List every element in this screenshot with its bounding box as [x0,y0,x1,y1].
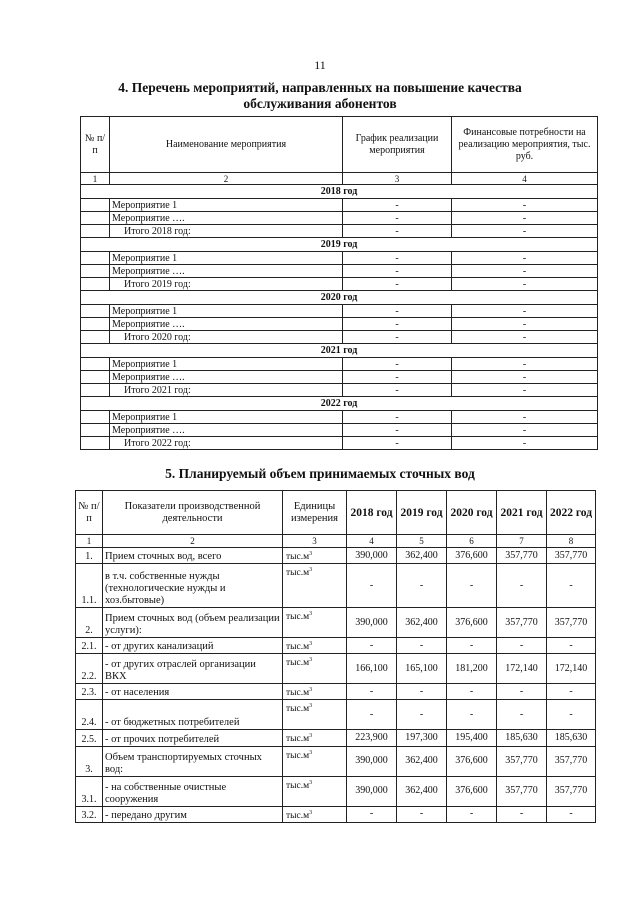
measure-name: Мероприятие …. [110,318,343,331]
year-value: - [447,638,497,654]
year-value: 185,630 [547,730,596,746]
finance-value: - [452,331,598,344]
year-value: 362,400 [397,746,447,776]
unit-base: тыс.м [286,810,310,821]
measure-name: Мероприятие …. [110,265,343,278]
unit-base: тыс.м [286,780,310,791]
finance-value: - [452,265,598,278]
column-number: 6 [447,535,497,548]
indicator-name: Объем транспортируемых сточных вод: [103,746,283,776]
column-number: 8 [547,535,596,548]
indicator-row [76,608,596,638]
row-number: 2.5. [76,730,103,746]
unit-base: тыс.м [286,658,310,669]
finance-value: - [452,212,598,225]
unit-superscript: 3 [309,567,313,574]
finance-value: - [452,437,598,450]
column-number: 1 [76,535,103,548]
year-value: 362,400 [397,608,447,638]
header-schedule: График реализации мероприятия [343,117,452,173]
year-value: - [347,700,397,730]
year-value: 197,300 [397,730,447,746]
measure-name: Мероприятие 1 [110,252,343,265]
row-no-cell [81,424,110,437]
row-number: 2.4. [76,700,103,730]
measure-row [81,252,598,265]
indicator-row [76,730,596,746]
row-no-cell [81,411,110,424]
year-value: 376,600 [447,548,497,564]
row-number: 3.2. [76,806,103,822]
measure-row [81,411,598,424]
header-no: № п/п [81,117,110,173]
row-number: 1. [76,548,103,564]
year-row [81,185,598,199]
measure-row [81,358,598,371]
measure-name: Мероприятие …. [110,424,343,437]
year-value: - [447,700,497,730]
column-numbers-row [81,173,598,185]
section4-title-line1: 4. Перечень мероприятий, направленных на повышение качества [118,80,522,95]
unit-superscript: 3 [309,779,313,786]
unit-base: тыс.м [286,642,310,653]
year-value: 181,200 [447,654,497,684]
row-number: 2. [76,608,103,638]
column-number: 5 [397,535,447,548]
measures-table [80,116,598,450]
year-value: - [547,564,596,608]
header-finance: Финансовые потребности на реализацию мероприятия, тыс. руб. [452,117,598,173]
row-no-cell [81,265,110,278]
unit-superscript: 3 [309,749,313,756]
year-row [81,344,598,358]
year-row [81,238,598,252]
row-no-cell [81,199,110,212]
total-row [81,437,598,450]
year-value: 357,770 [547,548,596,564]
year-value: - [497,564,547,608]
year-value: 185,630 [497,730,547,746]
measure-name: Мероприятие …. [110,371,343,384]
row-no-cell [81,437,110,450]
row-no-cell [81,212,110,225]
year-value: - [547,638,596,654]
finance-value: - [452,384,598,397]
measure-row [81,318,598,331]
schedule-value: - [343,265,452,278]
schedule-value: - [343,384,452,397]
measure-row [81,305,598,318]
year-value: 166,100 [347,654,397,684]
row-number: 3.1. [76,776,103,806]
year-value: 390,000 [347,776,397,806]
schedule-value: - [343,199,452,212]
row-no-cell [81,252,110,265]
total-row [81,225,598,238]
unit-base: тыс.м [286,688,310,699]
header-year-2020: 2020 год [447,491,497,535]
total-row [81,384,598,397]
year-value: - [397,700,447,730]
indicator-row [76,746,596,776]
measure-row [81,371,598,384]
measure-row [81,199,598,212]
total-label: Итого 2019 год: [110,278,343,291]
indicator-row [76,806,596,822]
row-no-cell [81,331,110,344]
year-value: - [547,806,596,822]
header-indicator: Показатели производственной деятельности [103,491,283,535]
indicator-row [76,564,596,608]
year-value: 376,600 [447,608,497,638]
unit-base: тыс.м [286,552,310,563]
unit-cell [283,700,347,730]
row-number: 2.2. [76,654,103,684]
indicator-row [76,776,596,806]
year-value: 376,600 [447,746,497,776]
measure-name: Мероприятие …. [110,212,343,225]
unit-superscript: 3 [309,703,313,710]
unit-cell [283,730,347,746]
schedule-value: - [343,212,452,225]
indicator-name: - от других канализаций [103,638,283,654]
finance-value: - [452,278,598,291]
year-value: 390,000 [347,548,397,564]
wastewater-table [75,490,596,823]
total-label: Итого 2020 год: [110,331,343,344]
schedule-value: - [343,411,452,424]
year-value: 362,400 [397,548,447,564]
column-number: 7 [497,535,547,548]
header-units: Единицы измерения [283,491,347,535]
schedule-value: - [343,252,452,265]
column-number: 3 [283,535,347,548]
indicator-row [76,654,596,684]
finance-value: - [452,199,598,212]
column-number: 4 [347,535,397,548]
measure-row [81,424,598,437]
finance-value: - [452,305,598,318]
unit-base: тыс.м [286,704,310,715]
header-no: № п/п [76,491,103,535]
year-value: - [497,806,547,822]
year-value: - [547,700,596,730]
year-value: 376,600 [447,776,497,806]
page-number: 11 [314,58,326,72]
unit-cell [283,638,347,654]
header-measure-name: Наименование мероприятия [110,117,343,173]
measure-row [81,212,598,225]
indicator-name: Прием сточных вод (объем реализации услуги): [103,608,283,638]
year-value: - [347,806,397,822]
header-year-2019: 2019 год [397,491,447,535]
year-value: - [347,638,397,654]
year-row [81,397,598,411]
indicator-name: - от населения [103,684,283,700]
indicator-name: в т.ч. собственные нужды (технологические нужды и хоз.бытовые) [103,564,283,608]
year-value: 390,000 [347,608,397,638]
row-no-cell [81,371,110,384]
year-row [81,291,598,305]
row-no-cell [81,384,110,397]
row-number: 1.1. [76,564,103,608]
year-value: 172,140 [497,654,547,684]
year-value: - [497,700,547,730]
row-no-cell [81,305,110,318]
finance-value: - [452,225,598,238]
measure-name: Мероприятие 1 [110,305,343,318]
column-number: 3 [343,173,452,185]
row-no-cell [81,225,110,238]
year-label: 2020 год [81,291,598,305]
unit-cell [283,746,347,776]
year-label: 2019 год [81,238,598,252]
measure-name: Мероприятие 1 [110,358,343,371]
year-value: 357,770 [547,608,596,638]
column-numbers-row [76,535,596,548]
measures-table-header [81,117,598,173]
finance-value: - [452,371,598,384]
schedule-value: - [343,225,452,238]
year-value: - [347,564,397,608]
year-value: 357,770 [497,608,547,638]
measure-name: Мероприятие 1 [110,199,343,212]
finance-value: - [452,424,598,437]
unit-superscript: 3 [309,733,313,740]
total-label: Итого 2021 год: [110,384,343,397]
schedule-value: - [343,305,452,318]
unit-base: тыс.м [286,612,310,623]
unit-superscript: 3 [309,687,313,694]
year-value: - [447,684,497,700]
indicator-name: - от бюджетных потребителей [103,700,283,730]
total-label: Итого 2022 год: [110,437,343,450]
row-no-cell [81,358,110,371]
year-value: - [347,684,397,700]
unit-base: тыс.м [286,568,310,579]
row-no-cell [81,278,110,291]
year-value: 165,100 [397,654,447,684]
schedule-value: - [343,358,452,371]
row-number: 2.3. [76,684,103,700]
section5-title: 5. Планируемый объем принимаемых сточных вод [165,466,475,481]
year-value: 172,140 [547,654,596,684]
finance-value: - [452,411,598,424]
year-value: - [397,638,447,654]
year-value: - [497,638,547,654]
row-number: 3. [76,746,103,776]
year-value: - [497,684,547,700]
unit-superscript: 3 [309,809,313,816]
year-value: 357,770 [547,776,596,806]
header-year-2021: 2021 год [497,491,547,535]
unit-cell [283,654,347,684]
row-no-cell [81,318,110,331]
year-label: 2021 год [81,344,598,358]
measure-name: Мероприятие 1 [110,411,343,424]
schedule-value: - [343,371,452,384]
year-value: - [397,564,447,608]
unit-base: тыс.м [286,734,310,745]
column-number: 2 [103,535,283,548]
year-value: 223,900 [347,730,397,746]
row-number: 2.1. [76,638,103,654]
unit-cell [283,684,347,700]
year-value: - [547,684,596,700]
indicator-name: - передано другим [103,806,283,822]
column-number: 4 [452,173,598,185]
year-value: 362,400 [397,776,447,806]
total-row [81,278,598,291]
year-value: - [397,806,447,822]
indicator-row [76,684,596,700]
year-value: 357,770 [497,776,547,806]
unit-cell [283,564,347,608]
unit-cell [283,608,347,638]
indicator-row [76,700,596,730]
indicator-row [76,548,596,564]
year-value: - [447,564,497,608]
measure-row [81,265,598,278]
unit-superscript: 3 [309,641,313,648]
schedule-value: - [343,424,452,437]
schedule-value: - [343,437,452,450]
indicator-name: Прием сточных вод, всего [103,548,283,564]
year-value: 357,770 [497,746,547,776]
indicator-name: - от других отраслей организации ВКХ [103,654,283,684]
schedule-value: - [343,278,452,291]
finance-value: - [452,252,598,265]
section4-title [0,80,640,112]
indicator-name: - на собственные очистные сооружения [103,776,283,806]
year-label: 2018 год [81,185,598,199]
indicator-name: - от прочих потребителей [103,730,283,746]
unit-cell [283,806,347,822]
schedule-value: - [343,331,452,344]
schedule-value: - [343,318,452,331]
header-year-2018: 2018 год [347,491,397,535]
column-number: 1 [81,173,110,185]
wastewater-table-header [76,491,596,535]
unit-superscript: 3 [309,657,313,664]
section4-title-line2: обслуживания абонентов [243,96,397,111]
year-value: - [447,806,497,822]
year-value: 357,770 [547,746,596,776]
indicator-row [76,638,596,654]
year-value: 195,400 [447,730,497,746]
finance-value: - [452,318,598,331]
finance-value: - [452,358,598,371]
unit-superscript: 3 [309,611,313,618]
total-label: Итого 2018 год: [110,225,343,238]
year-value: 357,770 [497,548,547,564]
year-label: 2022 год [81,397,598,411]
unit-base: тыс.м [286,750,310,761]
total-row [81,331,598,344]
year-value: - [397,684,447,700]
year-value: 390,000 [347,746,397,776]
unit-cell [283,548,347,564]
header-year-2022: 2022 год [547,491,596,535]
unit-cell [283,776,347,806]
column-number: 2 [110,173,343,185]
unit-superscript: 3 [309,551,313,557]
